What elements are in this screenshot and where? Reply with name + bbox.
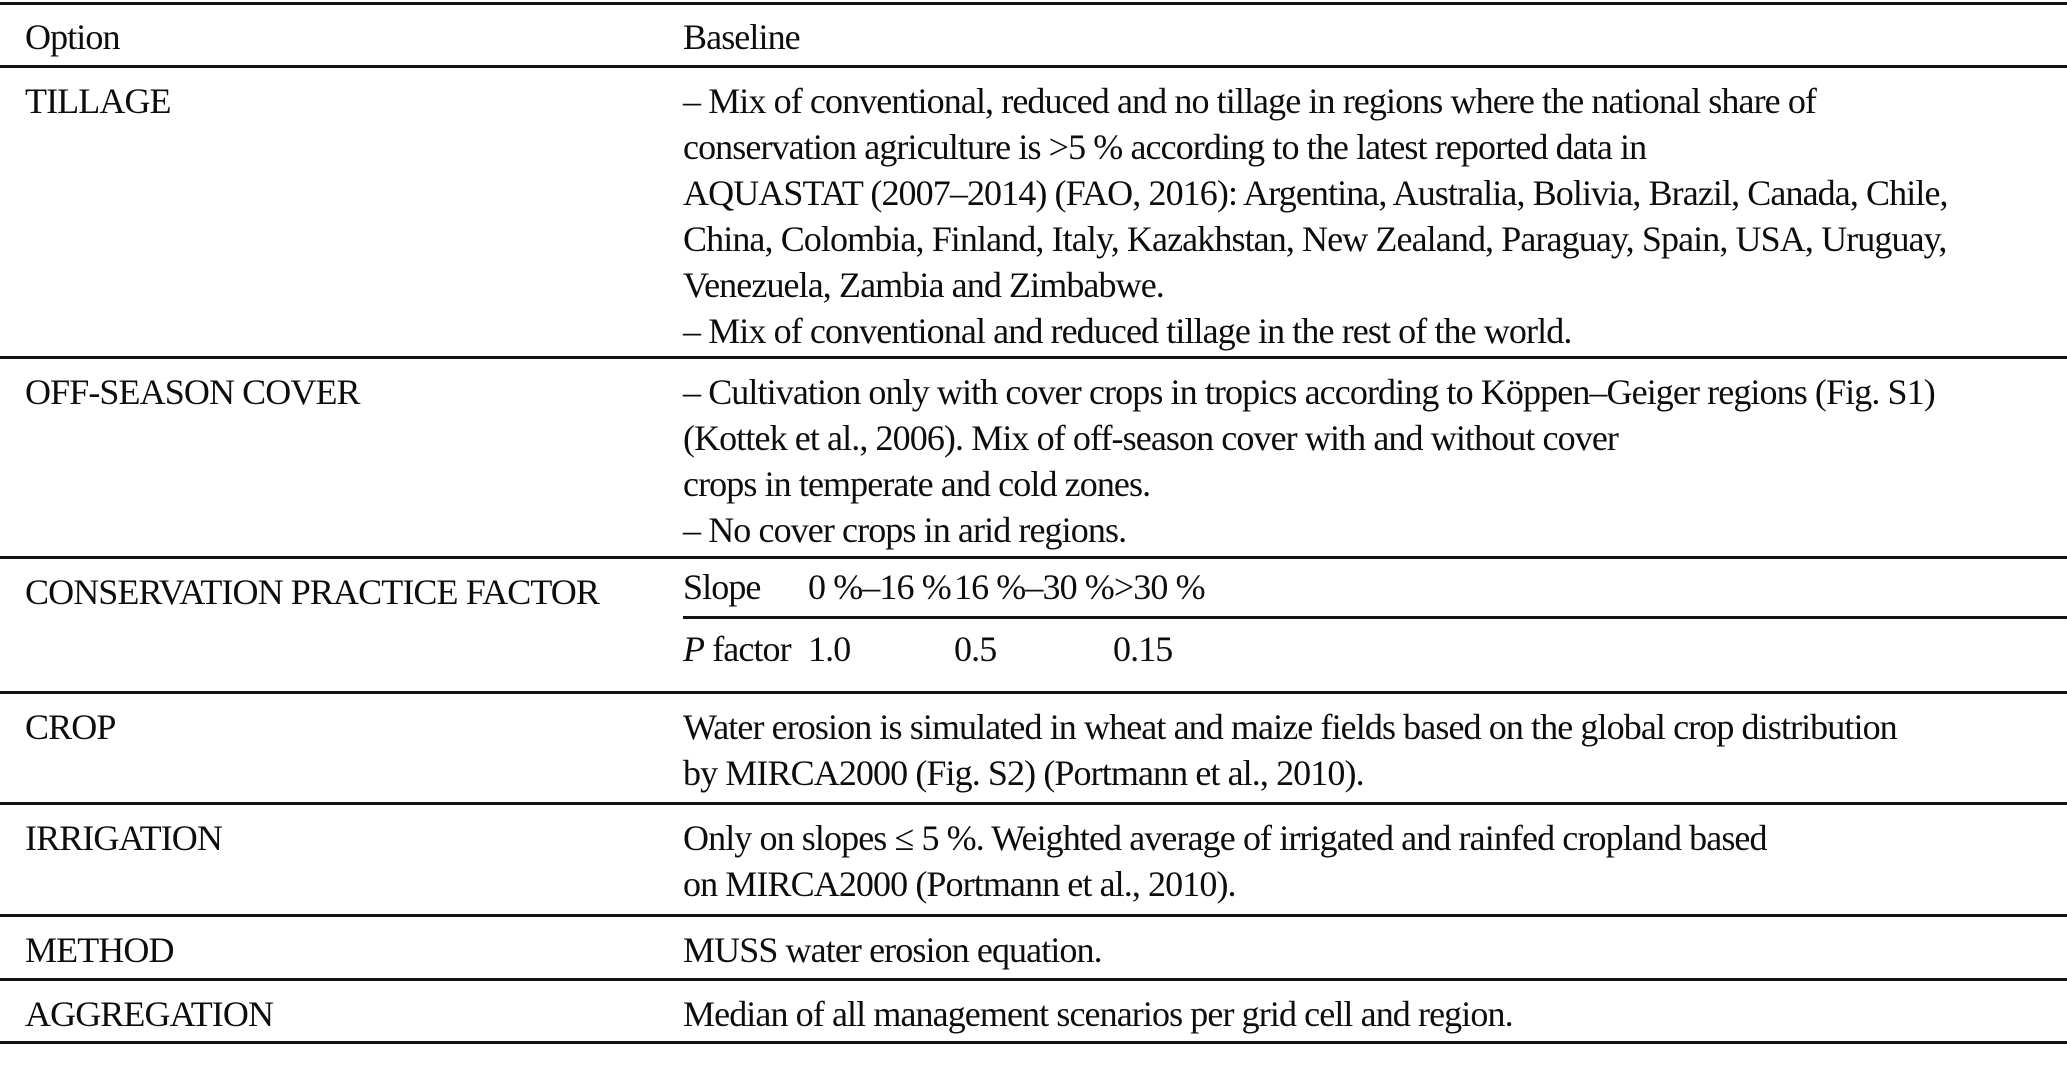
baseline-text [683, 359, 2067, 556]
baseline-text [683, 68, 2067, 356]
pfactor-symbol: P [683, 629, 705, 669]
subtable-pfactor-row [683, 619, 2067, 672]
text-line: Median of all management scenarios per grid cell and region. [683, 994, 1513, 1034]
table-row-conservation-practice-factor [0, 559, 2067, 694]
baseline-text [683, 917, 2067, 978]
option-label: TILLAGE [25, 81, 171, 121]
option-label: METHOD [25, 930, 174, 970]
text-line: – Mix of conventional, reduced and no tillage in regions where the national share of [683, 81, 1817, 121]
subtable-pfactor-value-1: 1.0 [808, 629, 851, 669]
text-line: – Cultivation only with cover crops in tropics according to Köppen–Geiger regions (Fig. S1) [683, 372, 1935, 412]
option-label: CROP [25, 707, 116, 747]
table-row-off-season-cover [0, 359, 2067, 559]
subtable-pfactor-value-3: 0.15 [1113, 629, 1173, 669]
text-line: Only on slopes ≤ 5 %. Weighted average of irrigated and rainfed cropland based [683, 818, 1767, 858]
text-line: by MIRCA2000 (Fig. S2) (Portmann et al., 2010). [683, 753, 1364, 793]
option-label: IRRIGATION [25, 818, 222, 858]
baseline-text [683, 805, 2067, 914]
text-line: MUSS water erosion equation. [683, 930, 1102, 970]
text-line: – No cover crops in arid regions. [683, 510, 1127, 550]
subtable-slope-label: Slope [683, 567, 761, 607]
pfactor-word: factor [704, 629, 791, 669]
text-line: AQUASTAT (2007–2014) (FAO, 2016): Argentina, Australia, Bolivia, Brazil, Canada, Chile, [683, 173, 1948, 213]
text-line: Venezuela, Zambia and Zimbabwe. [683, 265, 1164, 305]
table-row-aggregation [0, 981, 2067, 1044]
text-line: on MIRCA2000 (Portmann et al., 2010). [683, 864, 1236, 904]
option-label: OFF-SEASON COVER [25, 372, 360, 412]
column-header-baseline: Baseline [683, 17, 800, 57]
table-row-irrigation [0, 805, 2067, 917]
subtable-slope-range-3: >30 % [1113, 567, 1205, 607]
baseline-text [683, 981, 2067, 1041]
text-line: (Kottek et al., 2006). Mix of off-season cover with and without cover [683, 418, 1618, 458]
text-line: conservation agriculture is >5 % according to the latest reported data in [683, 127, 1647, 167]
text-line: Water erosion is simulated in wheat and maize fields based on the global crop distribution [683, 707, 1897, 747]
p-factor-subtable [683, 559, 2067, 691]
text-line: China, Colombia, Finland, Italy, Kazakhstan, New Zealand, Paraguay, Spain, USA, Uruguay, [683, 219, 1947, 259]
subtable-slope-range-2: 16 %–30 % [954, 567, 1114, 607]
baseline-text [683, 694, 2067, 802]
subtable-pfactor-label [683, 626, 808, 672]
column-header-option: Option [25, 17, 120, 57]
table-row-method [0, 917, 2067, 981]
subtable-slope-range-1: 0 %–16 % [808, 567, 951, 607]
table-row-crop [0, 694, 2067, 805]
text-line: – Mix of conventional and reduced tillage in the rest of the world. [683, 311, 1572, 351]
text-line: crops in temperate and cold zones. [683, 464, 1151, 504]
table-row-tillage [0, 68, 2067, 359]
option-label: AGGREGATION [25, 994, 274, 1034]
option-label: CONSERVATION PRACTICE FACTOR [25, 572, 600, 612]
baseline-options-table [0, 2, 2067, 1044]
table-header-row [0, 5, 2067, 68]
subtable-slope-row [683, 559, 2067, 619]
subtable-pfactor-value-2: 0.5 [954, 629, 997, 669]
